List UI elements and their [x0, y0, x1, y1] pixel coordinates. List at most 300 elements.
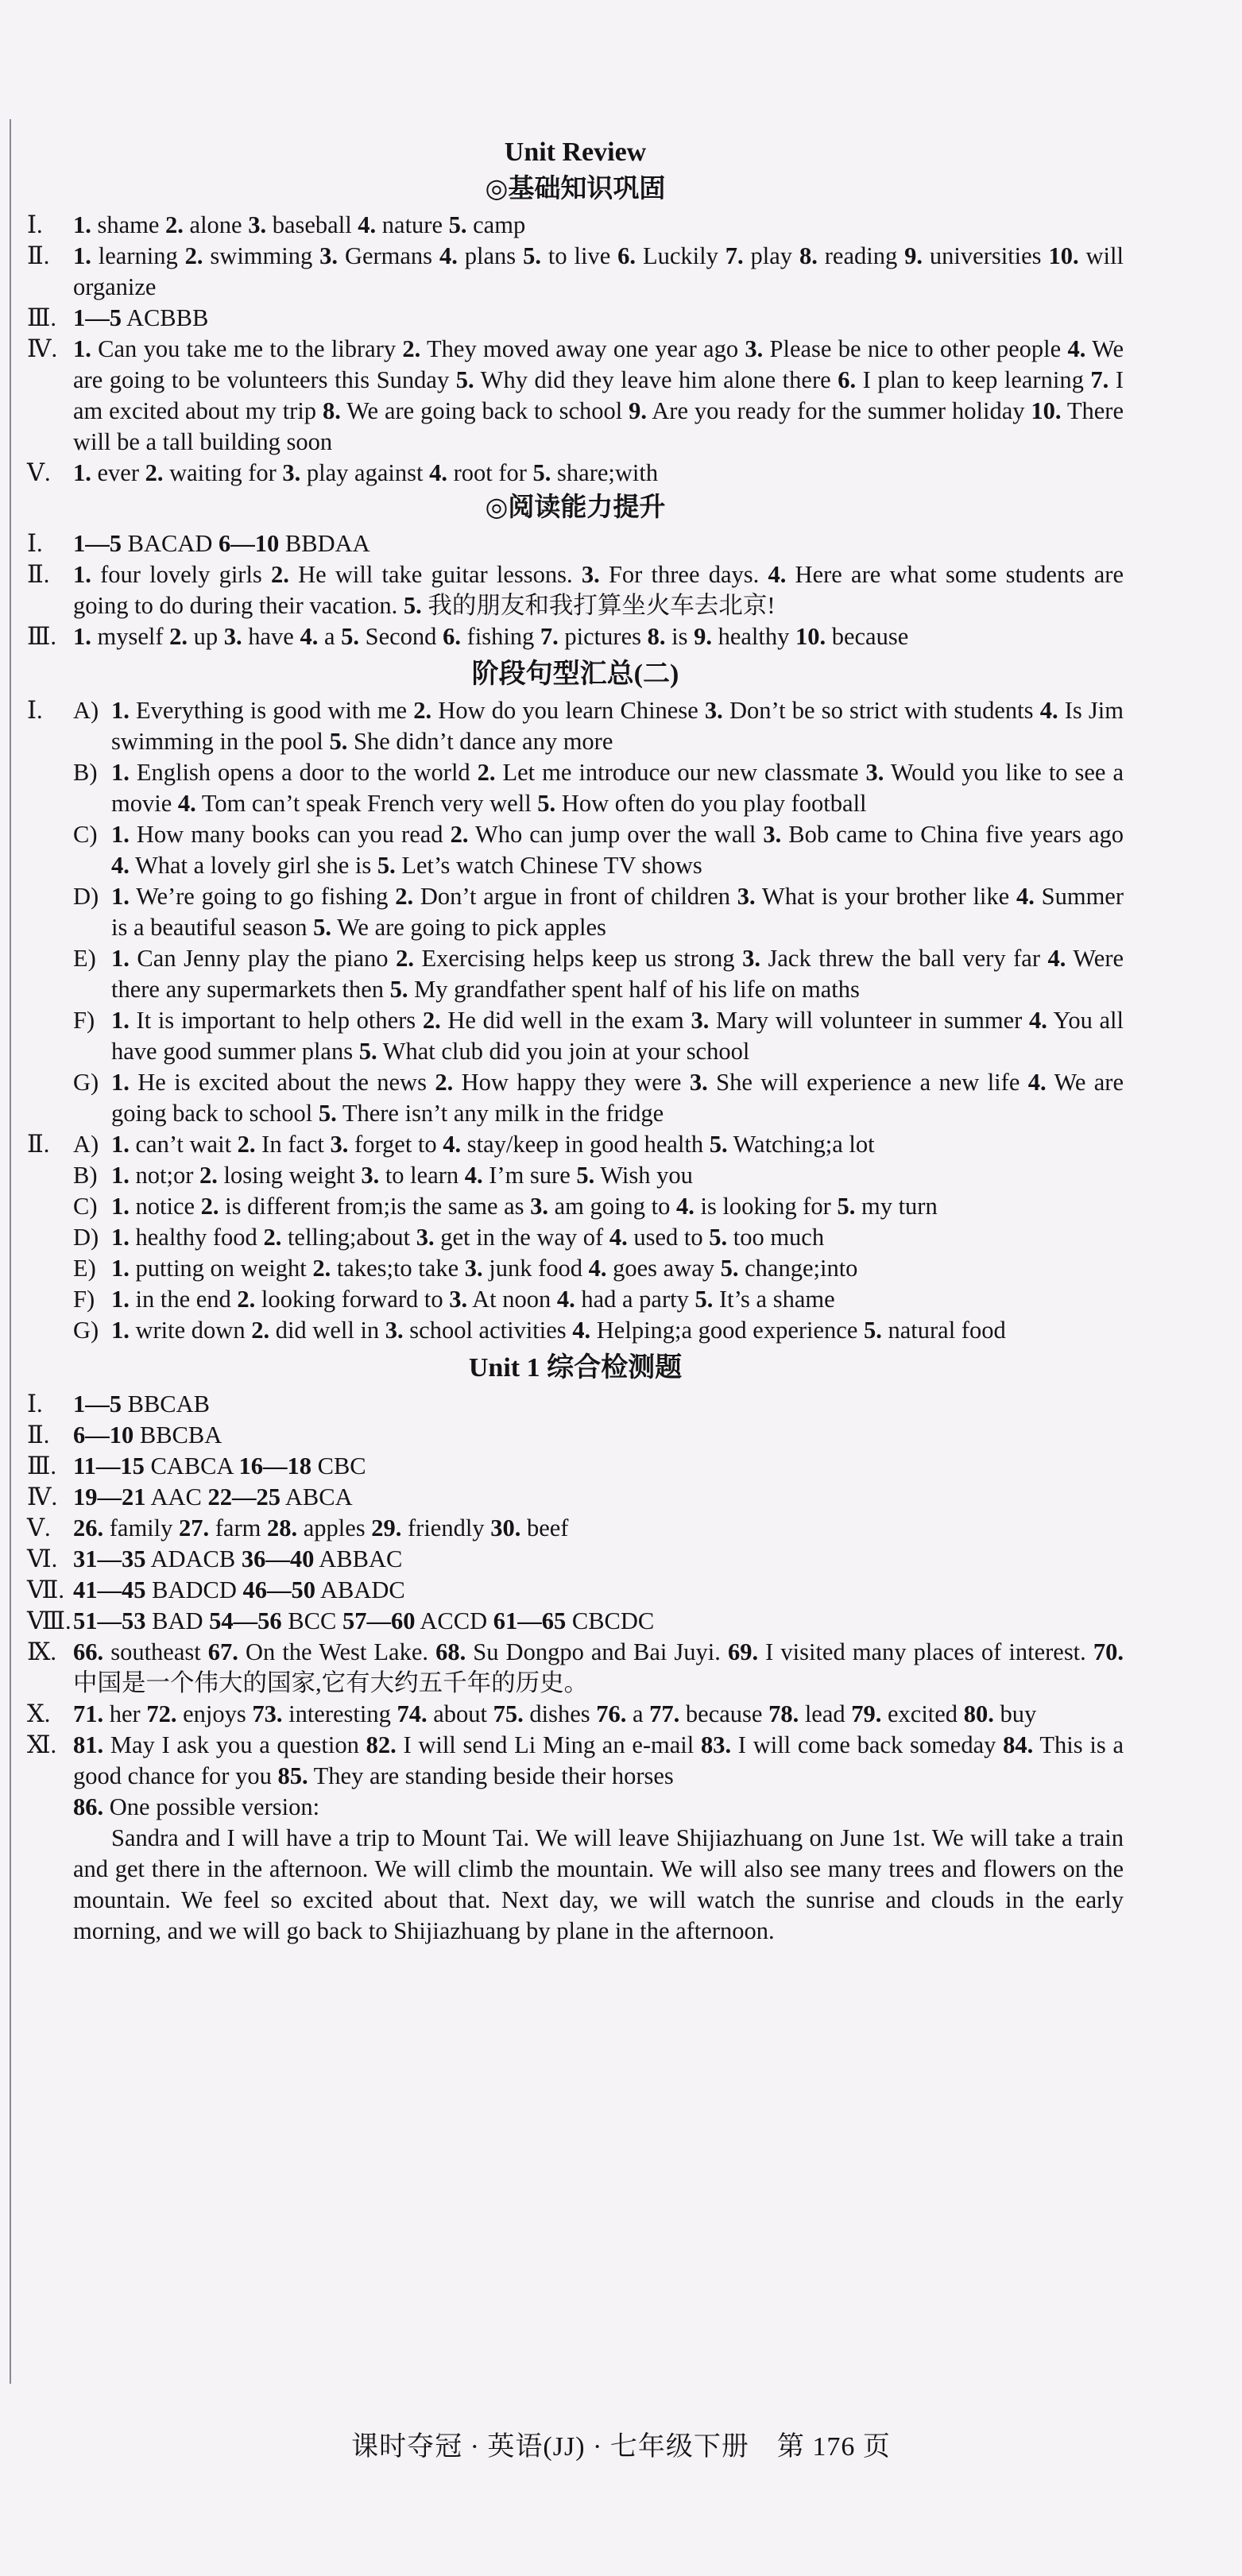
section-numeral: [27, 1222, 73, 1253]
item-number: 3.: [704, 697, 723, 724]
item-number: 79.: [851, 1700, 882, 1727]
section-numeral: Ⅱ.: [27, 561, 50, 588]
item-number: 3.: [385, 1317, 404, 1344]
section-numeral: [27, 1160, 73, 1191]
section-numeral: Ⅴ.: [27, 1514, 51, 1541]
item-answer: I will come back someday: [731, 1731, 1004, 1758]
item-answer: Exercising helps keep us strong: [413, 945, 743, 972]
item-number: 41—45: [73, 1576, 146, 1603]
item-number: 28.: [266, 1514, 298, 1541]
item-answer: Is Jim swimming in the pool: [111, 697, 1124, 755]
item-answer: reading: [817, 242, 905, 269]
item-answer: How often do you play football: [555, 790, 867, 817]
item-answer: BCC: [281, 1607, 342, 1634]
item-answer: You all have good summer plans: [111, 1007, 1124, 1065]
item-number: 2.: [395, 883, 414, 910]
group-letter: B): [73, 759, 98, 786]
answer-group: [27, 1160, 1124, 1191]
item-answer: friendly: [401, 1514, 491, 1541]
answer-row: [27, 1451, 1124, 1482]
item-number: 2.: [251, 1317, 270, 1344]
item-number: 2.: [312, 1255, 331, 1282]
item-answer: BAD: [145, 1607, 210, 1634]
item-number: 1.: [73, 561, 91, 588]
item-answer: healthy food: [129, 1224, 264, 1251]
item-answer: plans: [457, 242, 524, 269]
item-answer: ACBBB: [122, 304, 209, 331]
section-numeral: Ⅲ.: [27, 1452, 57, 1479]
group-letter: F): [73, 1007, 95, 1034]
item-number: 1.: [111, 1224, 130, 1251]
answer-group: [27, 1222, 1124, 1253]
item-answer: He will take guitar lessons.: [288, 561, 582, 588]
left-margin-rule: [10, 119, 11, 2384]
item-number: 4.: [429, 459, 447, 486]
section-numeral: Ⅲ.: [27, 304, 57, 331]
item-answer: enjoys: [176, 1700, 253, 1727]
item-number: 10.: [795, 623, 826, 650]
section-numeral: Ⅰ.: [27, 530, 43, 557]
item-number: 4.: [768, 561, 787, 588]
item-answer: healthy: [711, 623, 795, 650]
item-number: 4.: [675, 1193, 695, 1220]
item-number: 1.: [111, 821, 130, 848]
item-number: 3.: [282, 459, 301, 486]
item-answer: did well in: [269, 1317, 385, 1344]
answer-row: [27, 1482, 1124, 1513]
item-number: 7.: [725, 242, 744, 269]
item-answer: Everything is good with me: [129, 697, 414, 724]
item-number: 4.: [1028, 1007, 1047, 1034]
item-number: 5.: [709, 1224, 728, 1251]
item-answer: Please be nice to other people: [763, 335, 1068, 362]
item-number: 3.: [865, 759, 884, 786]
section-numeral: [27, 819, 73, 881]
item-number: 1.: [111, 759, 130, 786]
section-numeral: Ⅷ.: [27, 1607, 72, 1634]
item-answer: Can you take me to the library: [91, 335, 403, 362]
item-number: 1.: [111, 1131, 130, 1158]
item-answer: have: [242, 623, 300, 650]
group-letter: D): [73, 883, 99, 910]
item-answer: notice: [129, 1193, 201, 1220]
item-answer: in the end: [129, 1286, 238, 1313]
item-answer: This is a good chance for you: [73, 1731, 1124, 1789]
item-number: 4.: [588, 1255, 607, 1282]
item-number: 1.: [73, 211, 91, 238]
group-letter: C): [73, 821, 98, 848]
group-letter: D): [73, 1224, 99, 1251]
answer-row: [27, 528, 1124, 559]
sentence-summary-part-one: [27, 695, 1124, 1129]
item-number: 2.: [422, 1007, 441, 1034]
item-answer: excited: [881, 1700, 964, 1727]
item-answer: Let me introduce our new classmate: [495, 759, 866, 786]
item-number: 31—35: [73, 1545, 146, 1572]
item-answer: I visited many places of interest.: [758, 1638, 1093, 1665]
answer-group: [27, 819, 1124, 881]
item-answer: apples: [297, 1514, 372, 1541]
section-numeral: [27, 1067, 73, 1129]
item-number: 5.: [537, 790, 556, 817]
item-number: 57—60: [342, 1607, 416, 1634]
item-number: 3.: [745, 335, 764, 362]
item-number: 54—56: [209, 1607, 282, 1634]
item-number: 3.: [223, 623, 242, 650]
item-answer: BBCBA: [133, 1421, 222, 1449]
item-answer: used to: [627, 1224, 710, 1251]
item-number: 1.: [73, 335, 91, 362]
item-number: 2.: [184, 242, 203, 269]
item-number: 4.: [443, 1131, 462, 1158]
item-answer: dishes: [523, 1700, 597, 1727]
item-number: 3.: [581, 561, 600, 588]
item-number: 4.: [1067, 335, 1086, 362]
item-answer: At noon: [467, 1286, 557, 1313]
item-number: 2.: [165, 211, 184, 238]
item-answer: school activities: [403, 1317, 573, 1344]
item-answer: Were there any supermarkets then: [111, 945, 1124, 1003]
item-number: 3.: [449, 1286, 468, 1313]
item-answer: to live: [540, 242, 618, 269]
answer-text: [73, 1606, 1124, 1637]
item-number: 11—15: [73, 1452, 145, 1479]
item-number: 10.: [1048, 242, 1079, 269]
item-number: 1—5: [73, 1390, 122, 1418]
item-number: 2.: [169, 623, 188, 650]
item-answer: ABBAC: [314, 1545, 403, 1572]
answer-text: [73, 1730, 1124, 1792]
item-number: 3.: [530, 1193, 549, 1220]
item-number: 5.: [403, 592, 422, 619]
group-letter: B): [73, 1162, 98, 1189]
section-numeral: [27, 943, 73, 1005]
answer-text: [111, 757, 1124, 819]
section-numeral: [27, 1005, 73, 1067]
item-answer: her: [103, 1700, 147, 1727]
item-answer: I am excited about my trip: [73, 366, 1124, 424]
item-number: 4.: [111, 852, 130, 879]
item-number: 2.: [396, 945, 414, 972]
item-answer: Don’t argue in front of children: [413, 883, 737, 910]
item-answer: She didn’t dance any more: [347, 728, 613, 755]
answer-text: [73, 1699, 1124, 1730]
item-number: 2.: [199, 1162, 218, 1189]
item-number: 4.: [300, 623, 319, 650]
item-number: 5.: [358, 1038, 377, 1065]
answer-text: [73, 1544, 1124, 1575]
answer-text: [73, 458, 1124, 489]
item-answer: swimming: [203, 242, 320, 269]
item-number: 4.: [1027, 1069, 1047, 1096]
section-numeral: Ⅶ.: [27, 1576, 64, 1603]
item-number: 2.: [145, 459, 164, 486]
item-number: 6.: [617, 242, 636, 269]
item-answer: about: [427, 1700, 493, 1727]
item-number: 10.: [1031, 397, 1062, 424]
item-answer: ever: [91, 459, 145, 486]
item-number: 1.: [73, 459, 91, 486]
item-number: 2.: [237, 1286, 256, 1313]
item-number: 4.: [609, 1224, 628, 1251]
item-number: 5.: [576, 1162, 595, 1189]
item-answer: up: [188, 623, 224, 650]
item-answer: not;or: [129, 1162, 199, 1189]
item-answer: Luckily: [636, 242, 725, 269]
item-answer: goes away: [606, 1255, 721, 1282]
item-number: 46—50: [242, 1576, 316, 1603]
item-number: 4.: [572, 1317, 591, 1344]
item-number: 3.: [742, 945, 760, 972]
section-numeral: Ⅲ.: [27, 623, 57, 650]
item-number: 4.: [1016, 883, 1035, 910]
item-answer: universities: [923, 242, 1049, 269]
answer-group: [27, 1191, 1124, 1222]
item-number: 61—65: [493, 1607, 567, 1634]
item-number: 30.: [490, 1514, 521, 1541]
item-answer: There isn’t any milk in the fridge: [336, 1100, 664, 1127]
answer-text: [73, 241, 1124, 303]
item-number: 76.: [596, 1700, 627, 1727]
item-answer: Let’s watch Chinese TV shows: [395, 852, 702, 879]
item-answer: looking forward to: [255, 1286, 450, 1313]
writing-sample: [27, 1792, 1124, 1947]
item-number: 69.: [727, 1638, 759, 1665]
item-answer: BBDAA: [279, 530, 370, 557]
section-numeral: Ⅴ.: [27, 459, 51, 486]
item-number: 82.: [366, 1731, 397, 1758]
answer-row: [27, 303, 1124, 334]
answer-text: [73, 303, 1124, 334]
answer-text: [73, 1451, 1124, 1482]
item-answer: CBCDC: [566, 1607, 655, 1634]
item-answer: He is excited about the news: [129, 1069, 435, 1096]
section-numeral: Ⅵ.: [27, 1545, 58, 1572]
answer-group: [27, 943, 1124, 1005]
answer-group: [27, 1315, 1124, 1346]
basic-knowledge-heading: ◎基础知识巩固: [485, 175, 666, 203]
item-answer: nature: [376, 211, 449, 238]
item-number: 5.: [341, 623, 360, 650]
item-answer: It is important to help others: [129, 1007, 423, 1034]
answer-row: [27, 1389, 1124, 1420]
item-number: 75.: [493, 1700, 524, 1727]
unit-review-basic-answers: [27, 210, 1124, 489]
item-answer: myself: [91, 623, 170, 650]
item-number: 19—21: [73, 1483, 146, 1510]
section-numeral: [27, 1315, 73, 1346]
item-number: 3.: [361, 1162, 380, 1189]
answer-group: [27, 695, 1124, 757]
answer-row: [27, 210, 1124, 241]
item-number: 66.: [73, 1638, 104, 1665]
item-number: 81.: [73, 1731, 104, 1758]
item-number: 72.: [146, 1700, 177, 1727]
item-answer: stay/keep in good health: [461, 1131, 710, 1158]
item-answer: Second: [359, 623, 443, 650]
item-answer: I plan to keep learning: [856, 366, 1091, 393]
answer-row: [27, 1544, 1124, 1575]
item-number: 9.: [694, 623, 712, 650]
answer-group: [27, 1129, 1124, 1160]
answer-text: [111, 943, 1124, 1005]
item-answer: We are going back to school: [340, 397, 629, 424]
item-answer: Germans: [338, 242, 439, 269]
item-answer: takes;to take: [331, 1255, 465, 1282]
answer-text: [111, 1315, 1124, 1346]
section-numeral: Ⅰ.: [27, 1390, 43, 1418]
item-number: 2.: [200, 1193, 219, 1220]
item-answer: waiting for: [163, 459, 283, 486]
item-number: 1.: [111, 945, 130, 972]
answer-text: [73, 1575, 1124, 1606]
item-answer: play against: [300, 459, 430, 486]
item-number: 9.: [904, 242, 923, 269]
item-number: 5.: [837, 1193, 856, 1220]
item-number: 29.: [371, 1514, 402, 1541]
unit-review-reading-answers: [27, 528, 1124, 652]
item-answer: change;into: [738, 1255, 858, 1282]
item-answer: Su Dongpo and Bai Juyi.: [466, 1638, 728, 1665]
item-number: 8.: [322, 397, 341, 424]
item-answer: to learn: [379, 1162, 465, 1189]
item-number: 1.: [73, 623, 91, 650]
item-answer: telling;about: [281, 1224, 416, 1251]
answer-row: [27, 334, 1124, 458]
answer-group: [27, 757, 1124, 819]
item-answer: because: [826, 623, 909, 650]
answer-text: [111, 1253, 1124, 1284]
answer-text: [111, 881, 1124, 943]
section-numeral: Ⅱ.: [27, 1131, 50, 1158]
item-answer: interesting: [282, 1700, 397, 1727]
item-answer: Watching;a lot: [727, 1131, 875, 1158]
answer-text: [111, 819, 1124, 881]
section-numeral: [27, 757, 73, 819]
item-number: 7.: [1090, 366, 1109, 393]
group-letter: G): [73, 1317, 99, 1344]
item-number: 6.: [838, 366, 857, 393]
section-numeral: Ⅹ.: [27, 1700, 51, 1727]
answer-row: [27, 1606, 1124, 1637]
item-answer: We are going to be volunteers this Sunday: [73, 335, 1124, 393]
section-numeral: Ⅰ.: [27, 211, 43, 238]
section-numeral: [27, 1284, 73, 1315]
section-numeral: Ⅸ.: [27, 1638, 57, 1665]
item-number: 5.: [523, 242, 541, 269]
item-answer: On the West Lake.: [238, 1638, 436, 1665]
item-answer: is looking for: [694, 1193, 838, 1220]
group-letter: F): [73, 1286, 95, 1313]
item-answer: junk food: [482, 1255, 589, 1282]
answer-row: [27, 559, 1124, 621]
answer-text: [73, 1637, 1124, 1699]
item-answer: write down: [129, 1317, 252, 1344]
item-number: 3.: [464, 1255, 483, 1282]
item-number: 1.: [111, 1069, 130, 1096]
item-answer: ACCD: [415, 1607, 493, 1634]
answer-row: [27, 241, 1124, 303]
answer-text: [73, 1482, 1124, 1513]
item-answer: root for: [447, 459, 533, 486]
answer-text: [111, 1222, 1124, 1253]
item-answer: farm: [209, 1514, 267, 1541]
item-answer: Here are what some students are going to do during their vacation.: [73, 561, 1124, 619]
item-answer: I will send Li Ming an e-mail: [396, 1731, 701, 1758]
item-answer: English opens a door to the world: [129, 759, 478, 786]
unit1-test-title: Unit 1 综合检测题: [468, 1353, 683, 1383]
item-number: 1.: [73, 242, 91, 269]
group-letter: E): [73, 1255, 96, 1282]
item-number: 1.: [111, 1286, 130, 1313]
item-answer: natural food: [881, 1317, 1006, 1344]
item-number: 73.: [252, 1700, 283, 1727]
item-number: 5.: [313, 914, 331, 941]
item-answer: a: [318, 623, 342, 650]
item-answer: pictures: [558, 623, 648, 650]
answer-row: [27, 1420, 1124, 1451]
answer-row: [27, 1637, 1124, 1699]
item-answer: How happy they were: [453, 1069, 690, 1096]
item-number: 4.: [464, 1162, 483, 1189]
section-numeral: Ⅱ.: [27, 242, 50, 269]
item-answer: a: [626, 1700, 650, 1727]
item-answer: There will be a tall building soon: [73, 397, 1124, 455]
item-number: 4.: [556, 1286, 575, 1313]
item-number: 2.: [263, 1224, 282, 1251]
item-answer: 中国是一个伟大的国家,它有大约五千年的历史。: [73, 1669, 589, 1696]
item-answer: 我的朋友和我打算坐火车去北京!: [421, 592, 776, 619]
item-answer: CBC: [311, 1452, 366, 1479]
item-number: 1.: [111, 697, 130, 724]
item-number: 5.: [389, 976, 408, 1003]
group-letter: G): [73, 1069, 99, 1096]
item-number: 5.: [455, 366, 474, 393]
item-number: 3.: [691, 1007, 710, 1034]
section-numeral: Ⅳ.: [27, 335, 58, 362]
item-answer: Don’t be so strict with students: [722, 697, 1040, 724]
item-number: 5.: [695, 1286, 714, 1313]
item-number: 1.: [111, 1193, 130, 1220]
item-answer: fishing: [460, 623, 540, 650]
item-answer: because: [679, 1700, 769, 1727]
item-number: 5.: [318, 1100, 337, 1127]
answer-text: [73, 1420, 1124, 1451]
item-answer: In fact: [255, 1131, 331, 1158]
item-answer: They moved away one year ago: [420, 335, 745, 362]
answer-group: [27, 1067, 1124, 1129]
item-number: 27.: [179, 1514, 210, 1541]
item-number: 85.: [277, 1762, 308, 1789]
item-answer: Are you ready for the summer holiday: [647, 397, 1031, 424]
item-answer: is: [665, 623, 695, 650]
section-numeral: [27, 1191, 73, 1222]
item-number: 3.: [248, 211, 267, 238]
item-number: 4.: [358, 211, 377, 238]
item-answer: play: [743, 242, 799, 269]
item-answer: baseball: [266, 211, 358, 238]
item-number: 2.: [435, 1069, 454, 1096]
item-answer: share;with: [551, 459, 659, 486]
item-number: 2.: [477, 759, 496, 786]
section-numeral: Ⅰ.: [27, 697, 43, 724]
item-number: 1.: [111, 1255, 130, 1282]
answer-text: [73, 621, 1124, 652]
answer-text: [111, 1005, 1124, 1067]
item-answer: ABCA: [280, 1483, 353, 1510]
group-letter: C): [73, 1193, 98, 1220]
item-number: 4.: [1047, 945, 1066, 972]
